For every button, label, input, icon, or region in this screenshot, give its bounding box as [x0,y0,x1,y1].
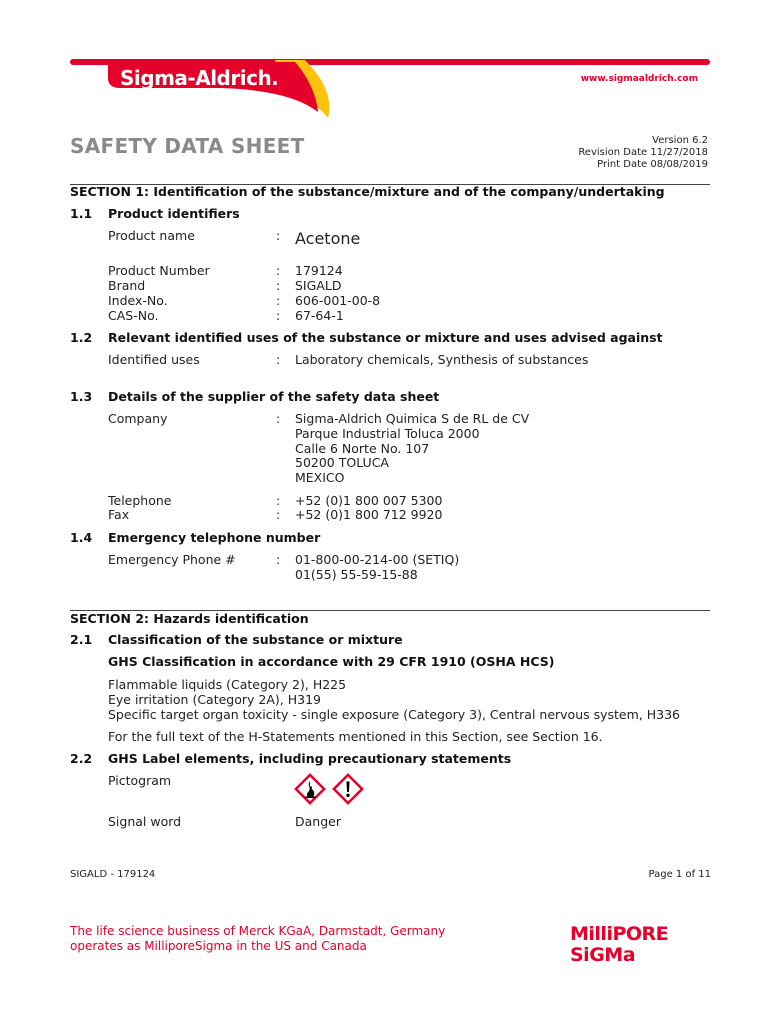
emergency-phone-value: 01(55) 55-59-15-88 [295,567,418,582]
subsection-2-2-title: GHS Label elements, including precautionary statements [108,751,512,766]
company-address-line: Calle 6 Norte No. 107 [295,441,430,456]
classification-line: Eye irritation (Category 2A), H319 [108,692,321,707]
section-1-title: SECTION 1: Identification of the substance/mixture and of the company/undertaking [70,184,665,199]
logo-line-2: SiGMa [570,944,636,964]
colon: : [276,352,281,367]
subsection-1-2-number: 1.2 [70,330,93,345]
subsection-2-2-number: 2.2 [70,751,93,766]
pictogram-label: Pictogram [108,773,172,788]
company-address-line: MEXICO [295,470,345,485]
brand-value: SIGALD [295,278,342,293]
telephone-label: Telephone [108,493,172,508]
emergency-phone-value: 01-800-00-214-00 (SETIQ) [295,552,460,567]
fax-label: Fax [108,507,130,522]
colon: : [276,278,281,293]
subsection-2-1-title: Classification of the substance or mixture [108,632,403,647]
footer-product-code: SIGALD - 179124 [70,869,156,880]
millipore-sigma-logo [568,920,716,964]
version: Version 6.2 [652,135,708,146]
subsection-1-1-title: Product identifiers [108,206,240,221]
cas-no-value: 67-64-1 [295,308,344,323]
classification-line: Flammable liquids (Category 2), H225 [108,677,347,692]
subsection-1-3-number: 1.3 [70,389,93,404]
subsection-2-1-number: 2.1 [70,632,93,647]
ghs-classification-heading: GHS Classification in accordance with 29 CFR 1910 (OSHA HCS) [108,654,555,669]
flame-icon [293,772,327,806]
colon: : [276,552,281,567]
subsection-1-4-title: Emergency telephone number [108,530,321,545]
subsection-1-2-title: Relevant identified uses of the substance or mixture and uses advised against [108,330,663,345]
identified-uses-label: Identified uses [108,352,200,367]
print-date: Print Date 08/08/2019 [597,159,708,170]
h-statements-note: For the full text of the H-Statements mentioned in this Section, see Section 16. [108,729,603,744]
signal-word-label: Signal word [108,814,182,829]
colon: : [276,493,281,508]
footer-tagline: operates as MilliporeSigma in the US and Canada [70,939,367,953]
revision-date: Revision Date 11/27/2018 [578,147,708,158]
subsection-1-3-title: Details of the supplier of the safety data sheet [108,389,440,404]
product-name-value: Acetone [295,229,361,248]
product-name-label: Product name [108,228,195,243]
fax-value: +52 (0)1 800 712 9920 [295,507,443,522]
index-no-value: 606-001-00-8 [295,293,381,308]
cas-no-label: CAS-No. [108,308,159,323]
exclamation-mark-icon [331,772,365,806]
identified-uses-value: Laboratory chemicals, Synthesis of substances [295,352,589,367]
document-title: SAFETY DATA SHEET [70,134,305,158]
footer-tagline: The life science business of Merck KGaA, Darmstadt, Germany [70,924,446,938]
colon: : [276,411,281,426]
logo-line-1: MilliPORE [570,923,669,945]
telephone-value: +52 (0)1 800 007 5300 [295,493,443,508]
subsection-1-4-number: 1.4 [70,530,93,545]
colon: : [276,507,281,522]
product-number-label: Product Number [108,263,210,278]
colon: : [276,228,281,243]
sigma-aldrich-logo: Sigma-Aldrich. [120,66,279,90]
colon: : [276,293,281,308]
company-address-line: Parque Industrial Toluca 2000 [295,426,480,441]
subsection-1-1-number: 1.1 [70,206,93,221]
company-address-line: Sigma-Aldrich Quimica S de RL de CV [295,411,530,426]
index-no-label: Index-No. [108,293,168,308]
emergency-phone-label: Emergency Phone # [108,552,236,567]
colon: : [276,308,281,323]
company-label: Company [108,411,168,426]
section-2-title: SECTION 2: Hazards identification [70,611,309,626]
company-address-line: 50200 TOLUCA [295,455,389,470]
classification-line: Specific target organ toxicity - single exposure (Category 3), Central nervous system, H336 [108,707,681,722]
website-link[interactable]: www.sigmaaldrich.com [580,74,698,84]
brand-label: Brand [108,278,146,293]
page-number: Page 1 of 11 [648,869,711,880]
signal-word-value: Danger [295,814,341,829]
product-number-value: 179124 [295,263,343,278]
colon: : [276,263,281,278]
